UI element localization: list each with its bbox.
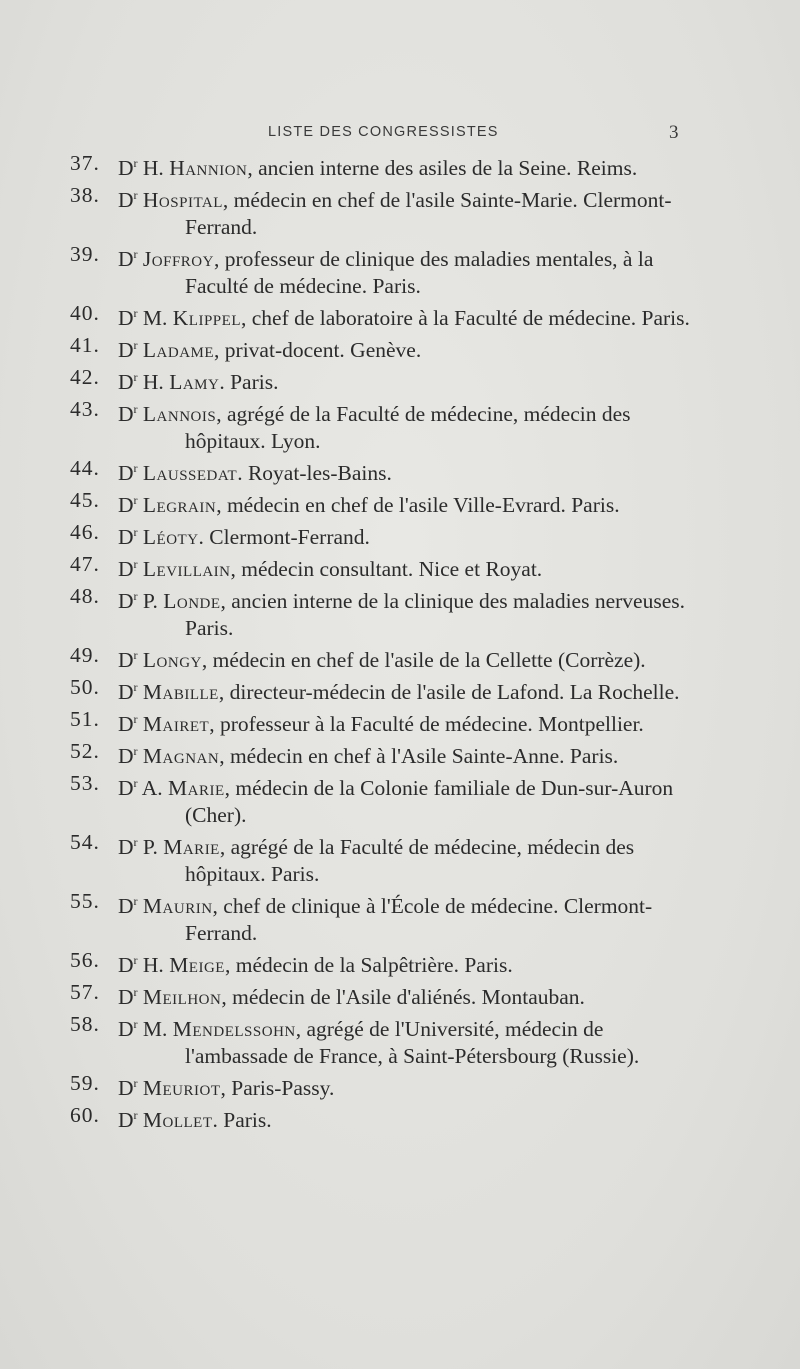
member-name: Longy <box>142 648 202 672</box>
entry-body <box>118 770 700 829</box>
member-name: Joffroy <box>142 247 214 271</box>
entry-body <box>118 455 700 487</box>
member-description: , médecin en chef de l'asile Sainte-Marie. Clermont-Ferrand. <box>185 188 672 239</box>
member-name: Meige <box>169 953 225 977</box>
doctor-title <box>118 370 138 394</box>
entry-body <box>118 979 700 1011</box>
doctor-title <box>118 306 138 330</box>
doctor-title-visual: $D^r$ <box>118 557 138 581</box>
member-name: Magnan <box>142 744 220 768</box>
entry-body <box>118 241 700 300</box>
doctor-title-visual: $D^r$ <box>118 835 138 859</box>
doctor-title <box>118 156 138 180</box>
member-description: , médecin de la Colonie familiale de Dun-sur-Auron (Cher). <box>185 776 674 827</box>
member-description: , professeur à la Faculté de médecine. Montpellier. <box>209 712 644 736</box>
entry-body <box>118 642 700 674</box>
doctor-title <box>118 461 138 485</box>
doctor-title-visual: $D^r$ <box>118 188 138 212</box>
doctor-title <box>118 1108 138 1132</box>
list-item <box>70 738 700 770</box>
doctor-title <box>118 894 138 918</box>
member-description: , médecin consultant. Nice et Royat. <box>230 557 543 581</box>
member-name: Mairet <box>142 712 210 736</box>
doctor-title-visual: $D^r$ <box>118 776 138 800</box>
entry-body <box>118 182 700 241</box>
member-name: Klippel <box>172 306 241 330</box>
member-description: . Paris. <box>219 370 279 394</box>
doctor-title-visual: $D^r$ <box>118 894 138 918</box>
list-item <box>70 551 700 583</box>
entry-number: 45. <box>70 488 100 512</box>
list-item <box>70 300 700 332</box>
list-item <box>70 332 700 364</box>
name-initial: H. <box>142 370 170 394</box>
entry-number: 37. <box>70 151 100 175</box>
doctor-title <box>118 680 138 704</box>
doctor-title-visual: $D^r$ <box>118 156 138 180</box>
entry-body <box>118 1102 700 1134</box>
entry-number: 40. <box>70 301 100 325</box>
entry-number: 46. <box>70 520 100 544</box>
entry-body <box>118 551 700 583</box>
member-description: , Paris-Passy. <box>220 1076 335 1100</box>
doctor-title <box>118 525 138 549</box>
list-item <box>70 829 700 888</box>
doctor-title-visual: $D^r$ <box>118 648 138 672</box>
doctor-title <box>118 1017 138 1041</box>
entry-number: 51. <box>70 707 100 731</box>
member-name: Ladame <box>142 338 215 362</box>
entry-number: 53. <box>70 771 100 795</box>
doctor-title-visual: $D^r$ <box>118 985 138 1009</box>
list-item <box>70 487 700 519</box>
list-item <box>70 888 700 947</box>
member-description: , médecin de l'Asile d'aliénés. Montauban. <box>221 985 585 1009</box>
member-name: Legrain <box>142 493 217 517</box>
member-description: , chef de clinique à l'École de médecine. Clermont-Ferrand. <box>185 894 653 945</box>
member-description: . Clermont-Ferrand. <box>198 525 370 549</box>
member-description: , agrégé de l'Université, médecin de l'ambassade de France, à Saint-Pétersbourg (Russie). <box>185 1017 640 1068</box>
entry-number: 60. <box>70 1103 100 1127</box>
entry-number: 58. <box>70 1012 100 1036</box>
doctor-title <box>118 835 138 859</box>
member-description: , agrégé de la Faculté de médecine, médecin des hôpitaux. Lyon. <box>185 402 631 453</box>
list-item <box>70 947 700 979</box>
member-name: Mabille <box>142 680 219 704</box>
member-description: , médecin de la Salpêtrière. Paris. <box>224 953 513 977</box>
entry-number: 44. <box>70 456 100 480</box>
member-name: Lamy <box>169 370 220 394</box>
entry-body <box>118 396 700 455</box>
doctor-title-visual: $D^r$ <box>118 306 138 330</box>
member-description: , chef de laboratoire à la Faculté de médecine. Paris. <box>240 306 690 330</box>
doctor-title <box>118 188 138 212</box>
entry-number: 59. <box>70 1071 100 1095</box>
list-item <box>70 519 700 551</box>
doctor-title <box>118 953 138 977</box>
list-item <box>70 583 700 642</box>
doctor-title-visual: $D^r$ <box>118 712 138 736</box>
member-name: Maurin <box>142 894 213 918</box>
member-name: Lannois <box>142 402 217 426</box>
doctor-title <box>118 247 138 271</box>
entry-body <box>118 829 700 888</box>
doctor-title-visual: $D^r$ <box>118 680 138 704</box>
name-initial: P. <box>142 589 164 613</box>
list-item <box>70 241 700 300</box>
entry-body <box>118 300 700 332</box>
list-item <box>70 1102 700 1134</box>
list-item <box>70 364 700 396</box>
entry-body <box>118 738 700 770</box>
list-item <box>70 642 700 674</box>
entry-number: 47. <box>70 552 100 576</box>
list-item <box>70 706 700 738</box>
running-title: LISTE DES CONGRESSISTES <box>268 124 499 140</box>
member-description: , professeur de clinique des maladies mentales, à la Faculté de médecine. Paris. <box>185 247 654 298</box>
list-item <box>70 1011 700 1070</box>
entry-body <box>118 519 700 551</box>
name-initial: M. <box>142 306 173 330</box>
entry-body <box>118 487 700 519</box>
entry-body <box>118 1070 700 1102</box>
entry-body <box>118 150 700 182</box>
doctor-title-visual: $D^r$ <box>118 338 138 362</box>
doctor-title <box>118 985 138 1009</box>
member-description: , agrégé de la Faculté de médecine, médecin des hôpitaux. Paris. <box>185 835 635 886</box>
entry-number: 57. <box>70 980 100 1004</box>
name-initial: A. <box>141 776 169 800</box>
running-head <box>0 124 800 148</box>
page-number: 3 <box>669 122 679 143</box>
doctor-title-visual: $D^r$ <box>118 953 138 977</box>
member-description: , médecin en chef à l'Asile Sainte-Anne. Paris. <box>219 744 619 768</box>
entry-body <box>118 674 700 706</box>
member-name: Meilhon <box>142 985 222 1009</box>
entry-number: 49. <box>70 643 100 667</box>
list-item <box>70 770 700 829</box>
doctor-title <box>118 744 138 768</box>
entry-number: 42. <box>70 365 100 389</box>
member-name: Londe <box>163 589 221 613</box>
doctor-title-visual: $D^r$ <box>118 589 138 613</box>
congress-member-list <box>70 150 700 1134</box>
member-description: . Royat-les-Bains. <box>237 461 392 485</box>
list-item <box>70 455 700 487</box>
list-item <box>70 182 700 241</box>
doctor-title-visual: $D^r$ <box>118 461 138 485</box>
member-name: Marie <box>163 835 220 859</box>
doctor-title-visual: $D^r$ <box>118 493 138 517</box>
entry-number: 48. <box>70 584 100 608</box>
member-description: , médecin en chef de l'asile Ville-Evrard. Paris. <box>216 493 620 517</box>
member-name: Mendelssohn <box>172 1017 296 1041</box>
member-name: Léoty <box>142 525 199 549</box>
member-name: Laussedat <box>142 461 238 485</box>
member-name: Meuriot <box>142 1076 221 1100</box>
member-name: Levillain <box>142 557 231 581</box>
doctor-title-visual: $D^r$ <box>118 1076 138 1100</box>
member-description: , ancien interne des asiles de la Seine. Reims. <box>247 156 638 180</box>
doctor-title <box>118 402 138 426</box>
doctor-title-visual: $D^r$ <box>118 1017 138 1041</box>
entry-number: 52. <box>70 739 100 763</box>
doctor-title <box>118 338 138 362</box>
entry-number: 55. <box>70 889 100 913</box>
member-description: , directeur-médecin de l'asile de Lafond. La Rochelle. <box>218 680 680 704</box>
member-name: Hospital <box>142 188 223 212</box>
entry-number: 43. <box>70 397 100 421</box>
member-description: , médecin en chef de l'asile de la Cellette (Corrèze). <box>201 648 646 672</box>
name-initial: P. <box>142 835 164 859</box>
member-description: , ancien interne de la clinique des maladies nerveuses. Paris. <box>185 589 685 640</box>
doctor-title <box>118 712 138 736</box>
entry-number: 54. <box>70 830 100 854</box>
entry-number: 50. <box>70 675 100 699</box>
name-initial: H. <box>142 953 170 977</box>
doctor-title-visual: $D^r$ <box>118 247 138 271</box>
entry-body <box>118 332 700 364</box>
doctor-title <box>118 589 138 613</box>
member-description: , privat-docent. Genève. <box>214 338 422 362</box>
entry-body <box>118 1011 700 1070</box>
entry-body <box>118 364 700 396</box>
doctor-title-visual: $D^r$ <box>118 1108 138 1132</box>
entry-number: 56. <box>70 948 100 972</box>
doctor-title <box>118 776 138 800</box>
member-name: Mollet <box>142 1108 213 1132</box>
member-description: . Paris. <box>212 1108 272 1132</box>
entry-body <box>118 947 700 979</box>
doctor-title <box>118 557 138 581</box>
doctor-title-visual: $D^r$ <box>118 525 138 549</box>
list-item <box>70 150 700 182</box>
list-item <box>70 979 700 1011</box>
doctor-title <box>118 648 138 672</box>
list-item <box>70 674 700 706</box>
entry-number: 38. <box>70 183 100 207</box>
entry-number: 41. <box>70 333 100 357</box>
name-initial: M. <box>142 1017 173 1041</box>
entry-body <box>118 706 700 738</box>
entry-body <box>118 583 700 642</box>
list-item <box>70 396 700 455</box>
name-initial: H. <box>142 156 170 180</box>
member-name: Marie <box>168 776 225 800</box>
entry-number: 39. <box>70 242 100 266</box>
doctor-title <box>118 1076 138 1100</box>
doctor-title <box>118 493 138 517</box>
doctor-title-visual: $D^r$ <box>118 402 138 426</box>
entry-body <box>118 888 700 947</box>
member-name: Hannion <box>169 156 248 180</box>
list-item <box>70 1070 700 1102</box>
doctor-title-visual: $D^r$ <box>118 370 138 394</box>
doctor-title-visual: $D^r$ <box>118 744 138 768</box>
